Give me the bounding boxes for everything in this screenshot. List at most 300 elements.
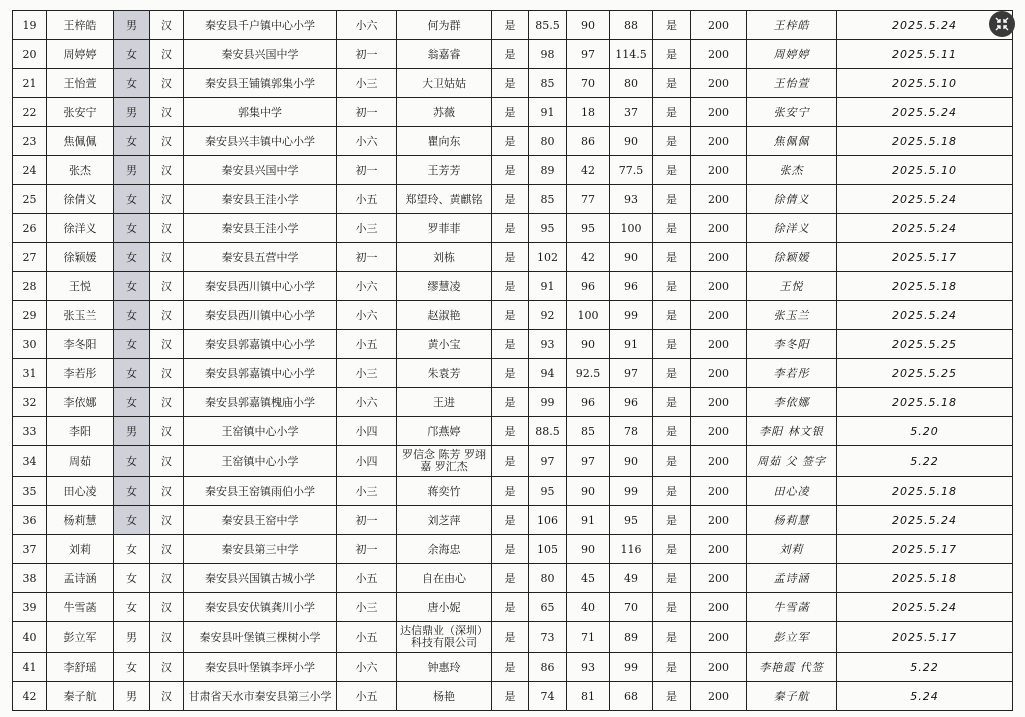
cell-flag2: 是 (653, 156, 691, 185)
cell-score2: 92.5 (567, 359, 610, 388)
cell-amount: 200 (691, 682, 747, 711)
cell-score1: 65 (529, 593, 567, 622)
cell-gender: 女 (114, 535, 150, 564)
cell-signature: 李艳霞 代签 (747, 653, 837, 682)
cell-score2: 86 (567, 127, 610, 156)
cell-no: 21 (13, 69, 47, 98)
cell-teacher: 罗菲菲 (397, 214, 492, 243)
cell-ethnicity: 汉 (150, 446, 184, 477)
table-row (13, 156, 1013, 185)
cell-name: 李舒瑶 (47, 653, 114, 682)
cell-score1: 74 (529, 682, 567, 711)
cell-score2: 93 (567, 653, 610, 682)
cell-grade: 小五 (337, 564, 397, 593)
cell-grade: 初一 (337, 506, 397, 535)
cell-grade: 小六 (337, 388, 397, 417)
cell-score3: 100 (610, 214, 653, 243)
cell-no: 26 (13, 214, 47, 243)
cell-score3: 93 (610, 185, 653, 214)
cell-teacher: 蒋奕竹 (397, 477, 492, 506)
cell-date: 5.20 (837, 417, 1013, 446)
cell-grade: 小六 (337, 272, 397, 301)
cell-flag2: 是 (653, 506, 691, 535)
table-row (13, 388, 1013, 417)
cell-name: 刘莉 (47, 535, 114, 564)
cell-amount: 200 (691, 214, 747, 243)
cell-score3: 77.5 (610, 156, 653, 185)
cell-grade: 小四 (337, 417, 397, 446)
cell-grade: 初一 (337, 40, 397, 69)
cell-score1: 102 (529, 243, 567, 272)
cell-flag1: 是 (492, 98, 529, 127)
cell-gender: 男 (114, 417, 150, 446)
cell-score1: 85 (529, 185, 567, 214)
cell-name: 彭立军 (47, 622, 114, 653)
cell-flag1: 是 (492, 682, 529, 711)
cell-flag1: 是 (492, 593, 529, 622)
cell-ethnicity: 汉 (150, 214, 184, 243)
cell-date: 5.22 (837, 446, 1013, 477)
cell-score2: 97 (567, 40, 610, 69)
cell-signature: 秦子航 (747, 682, 837, 711)
cell-teacher: 达信鼎业（深圳）科技有限公司 (397, 622, 492, 653)
cell-date: 2025.5.24 (837, 98, 1013, 127)
cell-no: 29 (13, 301, 47, 330)
cell-score2: 96 (567, 388, 610, 417)
cell-ethnicity: 汉 (150, 388, 184, 417)
cell-school: 秦安县兴国中学 (184, 40, 337, 69)
cell-score1: 85 (529, 69, 567, 98)
cell-score2: 77 (567, 185, 610, 214)
cell-flag2: 是 (653, 11, 691, 40)
table-row (13, 98, 1013, 127)
table-row (13, 506, 1013, 535)
cell-gender: 女 (114, 243, 150, 272)
cell-ethnicity: 汉 (150, 40, 184, 69)
cell-amount: 200 (691, 506, 747, 535)
cell-ethnicity: 汉 (150, 417, 184, 446)
cell-name: 李依娜 (47, 388, 114, 417)
cell-flag2: 是 (653, 564, 691, 593)
cell-amount: 200 (691, 359, 747, 388)
cell-ethnicity: 汉 (150, 98, 184, 127)
cell-no: 41 (13, 653, 47, 682)
cell-signature: 王悦 (747, 272, 837, 301)
table-row (13, 11, 1013, 40)
cell-no: 28 (13, 272, 47, 301)
cell-score3: 116 (610, 535, 653, 564)
cell-flag2: 是 (653, 301, 691, 330)
cell-signature: 李依娜 (747, 388, 837, 417)
cell-score1: 91 (529, 98, 567, 127)
cell-score1: 92 (529, 301, 567, 330)
cell-school: 秦安县王洼小学 (184, 214, 337, 243)
cell-teacher: 余海忠 (397, 535, 492, 564)
cell-score2: 90 (567, 11, 610, 40)
cell-grade: 小六 (337, 653, 397, 682)
cell-flag1: 是 (492, 653, 529, 682)
cell-flag2: 是 (653, 127, 691, 156)
cell-score2: 40 (567, 593, 610, 622)
cell-flag2: 是 (653, 69, 691, 98)
cell-gender: 女 (114, 506, 150, 535)
table-row (13, 417, 1013, 446)
cell-flag2: 是 (653, 388, 691, 417)
cell-flag2: 是 (653, 417, 691, 446)
cell-no: 33 (13, 417, 47, 446)
cell-name: 徐倩义 (47, 185, 114, 214)
cell-score2: 90 (567, 535, 610, 564)
cell-ethnicity: 汉 (150, 564, 184, 593)
cell-date: 2025.5.18 (837, 388, 1013, 417)
cell-score3: 96 (610, 272, 653, 301)
cell-school: 秦安县兴丰镇中心小学 (184, 127, 337, 156)
cell-grade: 小三 (337, 69, 397, 98)
table-row (13, 214, 1013, 243)
cell-ethnicity: 汉 (150, 301, 184, 330)
cell-date: 2025.5.25 (837, 359, 1013, 388)
cell-gender: 女 (114, 127, 150, 156)
cell-ethnicity: 汉 (150, 185, 184, 214)
cell-score1: 86 (529, 653, 567, 682)
cell-score1: 105 (529, 535, 567, 564)
cell-school: 秦安县郭嘉镇中心小学 (184, 359, 337, 388)
cell-score3: 99 (610, 477, 653, 506)
cell-flag2: 是 (653, 243, 691, 272)
cell-flag1: 是 (492, 156, 529, 185)
cell-gender: 男 (114, 622, 150, 653)
cell-ethnicity: 汉 (150, 593, 184, 622)
cell-grade: 小三 (337, 359, 397, 388)
cell-name: 张安宁 (47, 98, 114, 127)
cell-date: 2025.5.18 (837, 127, 1013, 156)
cell-flag2: 是 (653, 593, 691, 622)
cell-gender: 女 (114, 446, 150, 477)
cell-signature: 张杰 (747, 156, 837, 185)
cell-score1: 97 (529, 446, 567, 477)
cell-date: 2025.5.17 (837, 535, 1013, 564)
cell-ethnicity: 汉 (150, 11, 184, 40)
cell-name: 焦佩佩 (47, 127, 114, 156)
cell-amount: 200 (691, 98, 747, 127)
cell-score1: 91 (529, 272, 567, 301)
cell-flag1: 是 (492, 301, 529, 330)
cell-grade: 小六 (337, 11, 397, 40)
cell-name: 周婷婷 (47, 40, 114, 69)
cell-no: 20 (13, 40, 47, 69)
cell-amount: 200 (691, 653, 747, 682)
cell-gender: 女 (114, 272, 150, 301)
cell-flag2: 是 (653, 359, 691, 388)
table-row (13, 682, 1013, 711)
cell-school: 甘肃省天水市秦安县第三小学 (184, 682, 337, 711)
table-row (13, 535, 1013, 564)
cell-flag1: 是 (492, 272, 529, 301)
cell-signature: 李若彤 (747, 359, 837, 388)
cell-score1: 85.5 (529, 11, 567, 40)
cell-name: 孟诗涵 (47, 564, 114, 593)
cell-school: 秦安县王窑镇雨伯小学 (184, 477, 337, 506)
cell-no: 23 (13, 127, 47, 156)
cell-ethnicity: 汉 (150, 506, 184, 535)
cell-ethnicity: 汉 (150, 622, 184, 653)
cell-score2: 97 (567, 446, 610, 477)
cell-teacher: 刘芝萍 (397, 506, 492, 535)
cell-gender: 女 (114, 388, 150, 417)
cell-signature: 彭立军 (747, 622, 837, 653)
cell-score1: 95 (529, 477, 567, 506)
cell-score3: 70 (610, 593, 653, 622)
cell-score3: 99 (610, 301, 653, 330)
cell-school: 秦安县王铺镇郭集小学 (184, 69, 337, 98)
cell-grade: 小四 (337, 446, 397, 477)
cell-flag1: 是 (492, 359, 529, 388)
cell-school: 秦安县郭嘉镇槐庙小学 (184, 388, 337, 417)
cell-flag1: 是 (492, 535, 529, 564)
cell-school: 秦安县叶堡镇李坪小学 (184, 653, 337, 682)
cell-ethnicity: 汉 (150, 272, 184, 301)
cell-score2: 91 (567, 506, 610, 535)
cell-ethnicity: 汉 (150, 653, 184, 682)
cell-school: 秦安县西川镇中心小学 (184, 301, 337, 330)
cell-no: 25 (13, 185, 47, 214)
cell-signature: 周茹 父 签字 (747, 446, 837, 477)
cell-teacher: 罗信念 陈芳 罗翊嘉 罗汇杰 (397, 446, 492, 477)
cell-score2: 90 (567, 330, 610, 359)
cell-teacher: 赵淑艳 (397, 301, 492, 330)
table-row (13, 593, 1013, 622)
cell-score1: 98 (529, 40, 567, 69)
table-row (13, 243, 1013, 272)
cell-gender: 女 (114, 69, 150, 98)
cell-score1: 80 (529, 127, 567, 156)
cell-signature: 李冬阳 (747, 330, 837, 359)
cell-flag1: 是 (492, 330, 529, 359)
cell-teacher: 刘栋 (397, 243, 492, 272)
cell-name: 王怡萱 (47, 69, 114, 98)
cell-score2: 70 (567, 69, 610, 98)
cell-teacher: 王进 (397, 388, 492, 417)
table-row (13, 564, 1013, 593)
table-row (13, 330, 1013, 359)
cell-no: 24 (13, 156, 47, 185)
cell-no: 32 (13, 388, 47, 417)
cell-score3: 91 (610, 330, 653, 359)
cell-score2: 95 (567, 214, 610, 243)
cell-school: 秦安县兴国镇古城小学 (184, 564, 337, 593)
cell-grade: 小六 (337, 127, 397, 156)
cell-teacher: 大卫姑姑 (397, 69, 492, 98)
table-row (13, 127, 1013, 156)
cell-date: 2025.5.24 (837, 301, 1013, 330)
cell-school: 秦安县郭嘉镇中心小学 (184, 330, 337, 359)
cell-flag2: 是 (653, 185, 691, 214)
cell-flag1: 是 (492, 11, 529, 40)
cell-amount: 200 (691, 388, 747, 417)
cell-score2: 71 (567, 622, 610, 653)
cell-score3: 80 (610, 69, 653, 98)
cell-name: 秦子航 (47, 682, 114, 711)
cell-date: 5.22 (837, 653, 1013, 682)
cell-school: 王窑镇中心小学 (184, 446, 337, 477)
cell-teacher: 瞿向东 (397, 127, 492, 156)
cell-score1: 99 (529, 388, 567, 417)
cell-amount: 200 (691, 185, 747, 214)
cell-flag2: 是 (653, 330, 691, 359)
cell-score2: 42 (567, 156, 610, 185)
cell-amount: 200 (691, 417, 747, 446)
cell-teacher: 杨艳 (397, 682, 492, 711)
cell-gender: 女 (114, 593, 150, 622)
cell-name: 李阳 (47, 417, 114, 446)
cell-grade: 初一 (337, 98, 397, 127)
cell-flag1: 是 (492, 69, 529, 98)
cell-amount: 200 (691, 477, 747, 506)
cell-amount: 200 (691, 69, 747, 98)
cell-grade: 小五 (337, 682, 397, 711)
cell-score1: 94 (529, 359, 567, 388)
cell-amount: 200 (691, 564, 747, 593)
cell-name: 周茹 (47, 446, 114, 477)
cell-school: 王窑镇中心小学 (184, 417, 337, 446)
cell-score3: 95 (610, 506, 653, 535)
table-row (13, 40, 1013, 69)
table-row (13, 446, 1013, 477)
cell-teacher: 缪慧凌 (397, 272, 492, 301)
cell-name: 徐洋义 (47, 214, 114, 243)
cell-score1: 95 (529, 214, 567, 243)
table-row (13, 301, 1013, 330)
table-row (13, 359, 1013, 388)
cell-ethnicity: 汉 (150, 477, 184, 506)
cell-ethnicity: 汉 (150, 156, 184, 185)
cell-score3: 97 (610, 359, 653, 388)
cell-date: 2025.5.25 (837, 330, 1013, 359)
cell-teacher: 翁嘉睿 (397, 40, 492, 69)
cell-gender: 男 (114, 682, 150, 711)
cell-score2: 45 (567, 564, 610, 593)
cell-grade: 初一 (337, 243, 397, 272)
cell-score3: 96 (610, 388, 653, 417)
cell-gender: 男 (114, 156, 150, 185)
cell-flag2: 是 (653, 653, 691, 682)
collapse-arrows-icon (994, 16, 1010, 32)
cell-date: 2025.5.11 (837, 40, 1013, 69)
cell-teacher: 苏薇 (397, 98, 492, 127)
cell-teacher: 邝燕婷 (397, 417, 492, 446)
cell-amount: 200 (691, 622, 747, 653)
cell-flag1: 是 (492, 214, 529, 243)
cell-signature: 李阳 林文银 (747, 417, 837, 446)
cell-amount: 200 (691, 446, 747, 477)
cell-flag2: 是 (653, 682, 691, 711)
cell-flag2: 是 (653, 535, 691, 564)
cell-name: 王悦 (47, 272, 114, 301)
cell-flag2: 是 (653, 477, 691, 506)
table-row (13, 69, 1013, 98)
cell-date: 2025.5.24 (837, 506, 1013, 535)
cell-grade: 初一 (337, 535, 397, 564)
cell-teacher: 钟惠玲 (397, 653, 492, 682)
cell-name: 徐颖媛 (47, 243, 114, 272)
cell-signature: 牛雪菡 (747, 593, 837, 622)
cell-teacher: 何为群 (397, 11, 492, 40)
cell-name: 田心凌 (47, 477, 114, 506)
cell-amount: 200 (691, 301, 747, 330)
cell-score3: 49 (610, 564, 653, 593)
cell-date: 5.24 (837, 682, 1013, 711)
cell-signature: 王梓皓 (747, 11, 837, 40)
cell-name: 张杰 (47, 156, 114, 185)
zoom-toggle-button[interactable] (989, 11, 1015, 37)
cell-flag2: 是 (653, 446, 691, 477)
student-roster-table (12, 10, 1013, 711)
cell-name: 牛雪菡 (47, 593, 114, 622)
cell-no: 27 (13, 243, 47, 272)
cell-signature: 孟诗涵 (747, 564, 837, 593)
cell-amount: 200 (691, 243, 747, 272)
cell-flag1: 是 (492, 127, 529, 156)
cell-no: 35 (13, 477, 47, 506)
cell-score3: 37 (610, 98, 653, 127)
cell-school: 秦安县叶堡镇三棵树小学 (184, 622, 337, 653)
cell-signature: 张玉兰 (747, 301, 837, 330)
cell-gender: 女 (114, 301, 150, 330)
cell-flag1: 是 (492, 477, 529, 506)
cell-school: 秦安县五营中学 (184, 243, 337, 272)
cell-school: 秦安县王洼小学 (184, 185, 337, 214)
cell-signature: 焦佩佩 (747, 127, 837, 156)
cell-ethnicity: 汉 (150, 330, 184, 359)
cell-ethnicity: 汉 (150, 243, 184, 272)
cell-ethnicity: 汉 (150, 535, 184, 564)
cell-date: 2025.5.17 (837, 243, 1013, 272)
cell-no: 37 (13, 535, 47, 564)
cell-flag1: 是 (492, 446, 529, 477)
cell-score3: 114.5 (610, 40, 653, 69)
cell-date: 2025.5.17 (837, 622, 1013, 653)
cell-score1: 106 (529, 506, 567, 535)
cell-gender: 女 (114, 477, 150, 506)
cell-gender: 女 (114, 185, 150, 214)
cell-date: 2025.5.18 (837, 272, 1013, 301)
cell-signature: 杨莉慧 (747, 506, 837, 535)
cell-gender: 男 (114, 98, 150, 127)
cell-teacher: 黄小宝 (397, 330, 492, 359)
cell-gender: 男 (114, 11, 150, 40)
cell-gender: 女 (114, 214, 150, 243)
cell-no: 36 (13, 506, 47, 535)
cell-teacher: 自在由心 (397, 564, 492, 593)
cell-score2: 81 (567, 682, 610, 711)
cell-teacher: 唐小妮 (397, 593, 492, 622)
cell-school: 秦安县王窑中学 (184, 506, 337, 535)
cell-signature: 徐洋义 (747, 214, 837, 243)
cell-name: 李若彤 (47, 359, 114, 388)
cell-grade: 小五 (337, 185, 397, 214)
cell-flag2: 是 (653, 272, 691, 301)
cell-name: 杨莉慧 (47, 506, 114, 535)
cell-flag2: 是 (653, 622, 691, 653)
cell-flag1: 是 (492, 622, 529, 653)
cell-name: 李冬阳 (47, 330, 114, 359)
cell-gender: 女 (114, 40, 150, 69)
cell-score2: 18 (567, 98, 610, 127)
cell-no: 40 (13, 622, 47, 653)
table-row (13, 622, 1013, 653)
cell-score1: 93 (529, 330, 567, 359)
cell-name: 张玉兰 (47, 301, 114, 330)
